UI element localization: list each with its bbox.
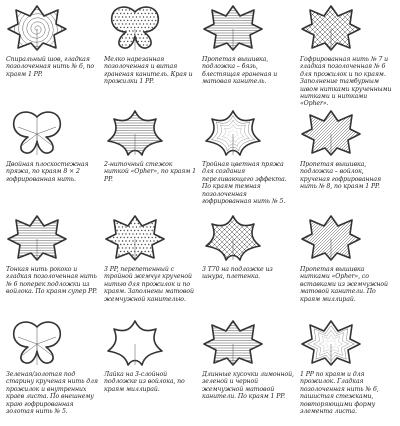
- bow-leaf-veined-icon: [6, 317, 68, 367]
- leaf-sample-7: [202, 107, 300, 212]
- leaf-caption: Зеленая/золотая под старину крученая нить для прожилок и внутренних краев листа. По внешнему краю гофрированная золотая нить № 5.: [6, 371, 98, 416]
- leaf-sample-14: [104, 317, 202, 422]
- leaf-sample-4: [300, 2, 398, 107]
- leaf-sample-16: [300, 317, 398, 422]
- leaf-sample-8: [300, 107, 398, 212]
- ivy-leaf-rococo-icon: [6, 212, 68, 262]
- leaf-caption: Пропетая вышивка, подложка – войлок, крученая гофрированная нить № 8, по краям 1 PP.: [300, 161, 381, 191]
- leaf-caption: 3 Т70 на подложке из шнура, плетенка.: [202, 266, 273, 281]
- ivy-leaf-spiral-icon: [6, 2, 68, 52]
- leaf-caption: Спиральный шов, гладкая позолоченная нить № 6, по краям 1 PP.: [6, 56, 95, 78]
- leaf-sample-6: [104, 107, 202, 212]
- star-leaf-braid-icon: [202, 212, 264, 262]
- leaf-caption: Тройная цветная пряжа для создания переливающего эффекта. По краям темная позолоченная гофрированная нить № 5.: [202, 161, 287, 206]
- leaf-caption: Пропетая вышивка, подложка – бязь, блестящая граненая и матовая канитель.: [202, 56, 278, 86]
- leaf-sample-11: [202, 212, 300, 317]
- leaf-caption: Мелко нарезанная позолоченная и витая граненая канитель. Края и прожилки 1 PP.: [104, 56, 193, 86]
- bow-leaf-icon: [104, 2, 166, 52]
- embroidery-leaf-catalog: [6, 2, 398, 424]
- leaf-sample-15: [202, 317, 300, 422]
- ivy-leaf-twisted-icon: [300, 107, 362, 157]
- leaf-caption: Пропетая вышивка нитками «Opher», со вставками из жемчужной матовой канители. По краям миллирай.: [300, 266, 388, 303]
- leaf-sample-1: [6, 2, 104, 107]
- ivy-leaf-pearl-icon: [104, 212, 166, 262]
- leaf-caption: 3 PP, перепетенный с тройной жемчуг крученой нитью для прожилок и по краям. Заполнены матовой жемчужной канителью.: [104, 266, 194, 303]
- leaf-sample-13: [6, 317, 104, 422]
- leaf-sample-9: [6, 212, 104, 317]
- ivy-leaf-chips-icon: [202, 317, 264, 367]
- ivy-leaf-shaped-icon: [300, 317, 362, 367]
- ivy-leaf-tambour-icon: [300, 2, 362, 52]
- star-leaf-contour-icon: [202, 107, 264, 157]
- leaf-sample-10: [104, 212, 202, 317]
- ivy-leaf-padded-icon: [202, 2, 264, 52]
- star-leaf-icon: [104, 107, 166, 157]
- bow-leaf-outline-icon: [6, 107, 68, 157]
- leaf-caption: Двойная плоскостежная пряжа, по краям 8 × 2 гофрированная нить.: [6, 161, 89, 183]
- leaf-sample-3: [202, 2, 300, 107]
- leaf-caption: Гофрированная нить № 7 и гладкая позолоченная № 6 для прожилок и по краям. Заполнение тамбурным швом нитками крученными нитками и нитками «Opher».: [300, 56, 392, 108]
- leaf-sample-2: [104, 2, 202, 107]
- leaf-sample-12: [300, 212, 398, 317]
- leaf-sample-5: [6, 107, 104, 212]
- leaf-caption: Длинные кусочки лимонной, зеленой и черной жемчужной матовой канители. По краям 1 PP.: [202, 371, 294, 401]
- star-leaf-plain-icon: [104, 317, 166, 367]
- ivy-leaf-opher-icon: [300, 212, 362, 262]
- leaf-caption: Лайка на 3-слойной подложке из войлока, по краям миллирай.: [104, 371, 185, 393]
- leaf-caption: 1 PP по краям и для прожилок. Гладкая позолоченная нить № 6, пашистая стежками, повторяющими форму элемента листа.: [300, 371, 379, 416]
- leaf-caption: 2-ниточный стежок ниткой «Opher», по краям 1 PP.: [104, 161, 196, 183]
- leaf-caption: Тонкая нить рококо и гладкая позолоченная нить № 6 поперек подложки из войлока. По краям супер PP.: [6, 266, 97, 296]
